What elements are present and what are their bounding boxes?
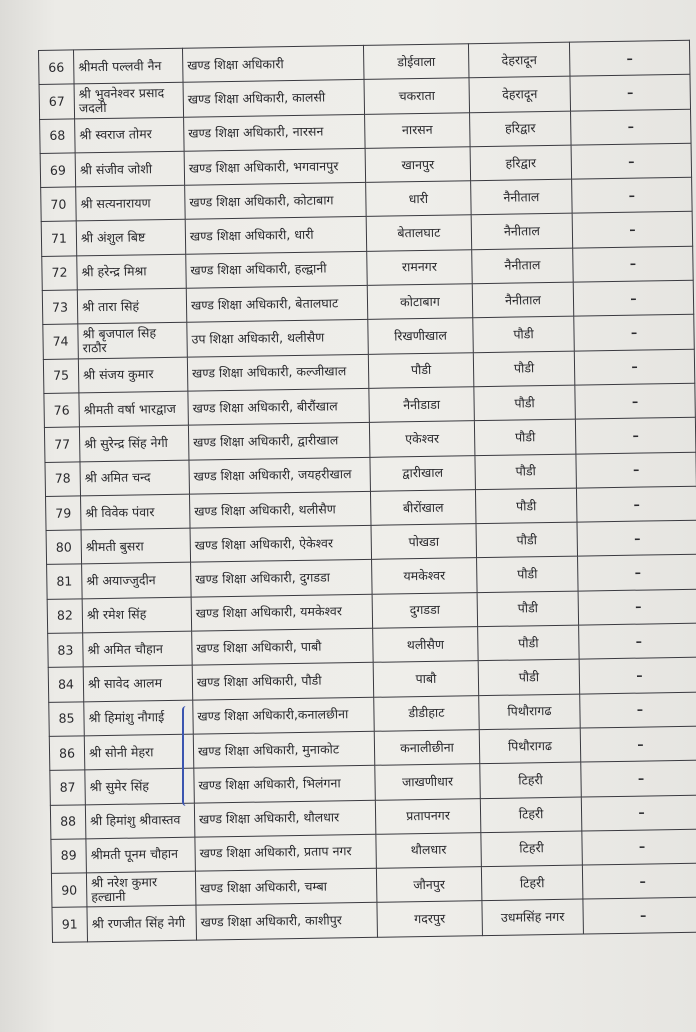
current-post-cell: खण्ड शिक्षा अधिकारी, कालसी xyxy=(183,80,365,117)
officer-name-cell: श्री रमेश सिंह xyxy=(82,597,192,633)
current-post-cell: खण्ड शिक्षा अधिकारी, नारसन xyxy=(184,114,366,151)
new-posting-cell: चकराता xyxy=(364,78,470,114)
new-posting-cell: गदरपुर xyxy=(377,901,483,937)
serial-number-cell: 91 xyxy=(52,907,88,942)
serial-number-cell: 90 xyxy=(51,873,87,908)
new-posting-cell: डोईवाला xyxy=(363,44,469,80)
remark-cell: – xyxy=(577,520,696,556)
remark-cell: – xyxy=(582,863,696,899)
current-post-cell: खण्ड शिक्षा अधिकारी, थलीसैण xyxy=(189,491,371,528)
remark-cell: – xyxy=(579,623,696,659)
remark-cell: – xyxy=(574,315,695,351)
current-post-cell: उप शिक्षा अधिकारी, थलीसैण xyxy=(187,320,369,357)
district-cell: पौडी xyxy=(478,659,580,695)
officer-name-cell: श्री संजीव जोशी xyxy=(75,151,185,187)
remark-cell: – xyxy=(571,143,692,179)
remark-cell: – xyxy=(571,109,692,145)
serial-number-cell: 75 xyxy=(43,359,79,394)
remark-cell: – xyxy=(575,383,696,419)
new-posting-cell: पौडी xyxy=(368,352,474,388)
new-posting-cell: डीडीहाट xyxy=(374,695,480,731)
remark-cell: – xyxy=(573,280,694,316)
district-cell: पौडी xyxy=(473,316,575,352)
serial-number-cell: 68 xyxy=(40,119,76,154)
serial-number-cell: 83 xyxy=(48,633,84,668)
remark-cell: – xyxy=(576,452,696,488)
new-posting-cell: खानपुर xyxy=(365,147,471,183)
serial-number-cell: 76 xyxy=(44,393,80,428)
officer-name-cell: श्री सुरेन्द्र सिंह नेगी xyxy=(79,425,189,461)
district-cell: पौडी xyxy=(474,419,576,455)
remark-cell: – xyxy=(574,349,695,385)
district-cell: पौडी xyxy=(476,522,578,558)
current-post-cell: खण्ड शिक्षा अधिकारी, द्वारीखाल xyxy=(188,423,370,460)
district-cell: नैनीताल xyxy=(471,179,573,215)
current-post-cell: खण्ड शिक्षा अधिकारी, बीरौंखाल xyxy=(188,388,370,425)
new-posting-cell: पोखडा xyxy=(371,524,477,560)
serial-number-cell: 85 xyxy=(49,702,85,737)
serial-number-cell: 70 xyxy=(41,187,77,222)
serial-number-cell: 79 xyxy=(46,496,82,531)
district-cell: हरिद्वार xyxy=(470,111,572,147)
officer-name-cell: श्री भुवनेश्वर प्रसाद जदली xyxy=(74,83,184,119)
current-post-cell: खण्ड शिक्षा अधिकारी, पाबौ xyxy=(192,628,374,665)
transfer-table xyxy=(38,40,696,943)
district-cell: नैनीताल xyxy=(472,248,574,284)
district-cell: पिथौरागढ xyxy=(479,694,581,730)
officer-name-cell: श्री हरेन्द्र मिश्रा xyxy=(77,254,187,290)
new-posting-cell: प्रतापनगर xyxy=(375,798,481,834)
new-posting-cell: नैनीडाडा xyxy=(369,387,475,423)
district-cell: देहरादून xyxy=(468,42,570,78)
new-posting-cell: रामनगर xyxy=(367,249,473,285)
district-cell: पौडी xyxy=(473,351,575,387)
new-posting-cell: जौनपुर xyxy=(376,867,482,903)
current-post-cell: खण्ड शिक्षा अधिकारी, काशीपुर xyxy=(196,903,378,940)
new-posting-cell: पाबौ xyxy=(373,661,479,697)
serial-number-cell: 71 xyxy=(41,221,77,256)
current-post-cell: खण्ड शिक्षा अधिकारी, प्रताप नगर xyxy=(195,834,377,871)
officer-name-cell: श्री सुमेर सिंह xyxy=(85,768,195,804)
new-posting-cell: जाखणीधार xyxy=(375,764,481,800)
officer-name-cell: श्री नरेश कुमार हल्द्यानी xyxy=(86,871,196,907)
current-post-cell: खण्ड शिक्षा अधिकारी, थौलधार xyxy=(194,800,376,837)
serial-number-cell: 81 xyxy=(47,564,83,599)
serial-number-cell: 69 xyxy=(40,153,76,188)
district-cell: हरिद्वार xyxy=(470,145,572,181)
new-posting-cell: थौलधार xyxy=(376,832,482,868)
current-post-cell: खण्ड शिक्षा अधिकारी, भिलंगना xyxy=(194,766,376,803)
remark-cell: – xyxy=(581,795,696,831)
remark-cell: – xyxy=(578,589,696,625)
remark-cell: – xyxy=(572,177,693,213)
new-posting-cell: एकेश्वर xyxy=(369,421,475,457)
remark-cell: – xyxy=(580,692,696,728)
new-posting-cell: रिखणीखाल xyxy=(368,318,474,354)
officer-name-cell: श्री अमित चन्द xyxy=(80,460,190,496)
current-post-cell: खण्ड शिक्षा अधिकारी, यमकेश्वर xyxy=(191,594,373,631)
new-posting-cell: धारी xyxy=(366,181,472,217)
officer-name-cell: श्री संजय कुमार xyxy=(78,357,188,393)
district-cell: पौडी xyxy=(474,385,576,421)
current-post-cell: खण्ड शिक्षा अधिकारी, बेतालघाट xyxy=(186,285,368,322)
officer-name-cell: श्री सोनी मेहरा xyxy=(84,734,194,770)
transfer-table-wrap xyxy=(38,40,696,943)
remark-cell: – xyxy=(572,212,693,248)
transfer-table-body xyxy=(39,40,696,942)
serial-number-cell: 78 xyxy=(45,461,81,496)
serial-number-cell: 88 xyxy=(50,804,86,839)
serial-number-cell: 82 xyxy=(47,599,83,634)
current-post-cell: खण्ड शिक्षा अधिकारी, ऐकेश्वर xyxy=(190,525,372,562)
current-post-cell: खण्ड शिक्षा अधिकारी, जयहरीखाल xyxy=(189,457,371,494)
district-cell: पौडी xyxy=(475,454,577,490)
district-cell: टिहरी xyxy=(480,762,582,798)
new-posting-cell: नारसन xyxy=(365,112,471,148)
new-posting-cell: यमकेश्वर xyxy=(372,558,478,594)
serial-number-cell: 89 xyxy=(51,839,87,874)
remark-cell: – xyxy=(579,658,696,694)
district-cell: नैनीताल xyxy=(472,282,574,318)
officer-name-cell: श्री हिमांशु नौगाई xyxy=(84,700,194,736)
new-posting-cell: थलीसैण xyxy=(373,627,479,663)
officer-name-cell: श्री स्वराज तोमर xyxy=(75,117,185,153)
new-posting-cell: दुगडडा xyxy=(372,592,478,628)
officer-name-cell: श्री बृजपाल सिह राठौर xyxy=(78,323,188,359)
district-cell: देहरादून xyxy=(469,76,571,112)
new-posting-cell: बेतालघाट xyxy=(366,215,472,251)
remark-cell: – xyxy=(570,75,691,111)
current-post-cell: खण्ड शिक्षा अधिकारी,कनालछीना xyxy=(193,697,375,734)
officer-name-cell: श्री हिमांशु श्रीवास्तव xyxy=(85,803,195,839)
remark-cell: – xyxy=(575,417,696,453)
remark-cell: – xyxy=(578,555,696,591)
current-post-cell: खण्ड शिक्षा अधिकारी xyxy=(182,45,364,82)
district-cell: उधमसिंह नगर xyxy=(482,899,584,935)
new-posting-cell: कोटाबाग xyxy=(367,284,473,320)
serial-number-cell: 73 xyxy=(42,290,78,325)
officer-name-cell: श्री अयाज्जुदीन xyxy=(82,563,192,599)
new-posting-cell: बीरोंखाल xyxy=(370,490,476,526)
district-cell: पौडी xyxy=(478,625,580,661)
serial-number-cell: 77 xyxy=(44,427,80,462)
new-posting-cell: कनालीछीना xyxy=(374,730,480,766)
handwritten-bracket-mark xyxy=(182,706,190,806)
district-cell: टिहरी xyxy=(480,797,582,833)
officer-name-cell: श्री सावेद आलम xyxy=(83,665,193,701)
serial-number-cell: 87 xyxy=(50,770,86,805)
officer-name-cell: श्री अंशुल बिष्ट xyxy=(76,220,186,256)
serial-number-cell: 66 xyxy=(39,50,75,85)
current-post-cell: खण्ड शिक्षा अधिकारी, दुगडडा xyxy=(191,560,373,597)
current-post-cell: खण्ड शिक्षा अधिकारी, धारी xyxy=(185,217,367,254)
remark-cell: – xyxy=(569,40,690,76)
district-cell: पौडी xyxy=(477,591,579,627)
remark-cell: – xyxy=(580,726,696,762)
district-cell: पौडी xyxy=(475,488,577,524)
officer-name-cell: श्री सत्यनारायण xyxy=(76,185,186,221)
remark-cell: – xyxy=(576,486,696,522)
current-post-cell: खण्ड शिक्षा अधिकारी, पौडी xyxy=(192,663,374,700)
current-post-cell: खण्ड शिक्षा अधिकारी, कोटाबाग xyxy=(185,183,367,220)
current-post-cell: खण्ड शिक्षा अधिकारी, मुनाकोट xyxy=(193,731,375,768)
officer-name-cell: श्री रणजीत सिंह नेगी xyxy=(87,906,197,942)
current-post-cell: खण्ड शिक्षा अधिकारी, कल्जीखाल xyxy=(187,354,369,391)
district-cell: पौडी xyxy=(477,557,579,593)
remark-cell: – xyxy=(573,246,694,282)
officer-name-cell: श्री तारा सिहं xyxy=(77,288,187,324)
current-post-cell: खण्ड शिक्षा अधिकारी, चम्बा xyxy=(195,868,377,905)
remark-cell: – xyxy=(582,829,696,865)
district-cell: टिहरी xyxy=(481,831,583,867)
remark-cell: – xyxy=(581,760,696,796)
officer-name-cell: श्रीमती वर्षा भारद्वाज xyxy=(79,391,189,427)
district-cell: टिहरी xyxy=(481,865,583,901)
serial-number-cell: 74 xyxy=(43,324,79,359)
district-cell: नैनीताल xyxy=(471,214,573,250)
district-cell: पिथौरागढ xyxy=(479,728,581,764)
current-post-cell: खण्ड शिक्षा अधिकारी, हल्द्वानी xyxy=(186,251,368,288)
serial-number-cell: 80 xyxy=(46,530,82,565)
new-posting-cell: द्वारीखाल xyxy=(370,455,476,491)
current-post-cell: खण्ड शिक्षा अधिकारी, भगवानपुर xyxy=(184,148,366,185)
remark-cell: – xyxy=(583,898,696,934)
officer-name-cell: श्रीमती बुसरा xyxy=(81,528,191,564)
officer-name-cell: श्री अमित चौहान xyxy=(83,631,193,667)
serial-number-cell: 72 xyxy=(42,256,78,291)
serial-number-cell: 84 xyxy=(48,667,84,702)
serial-number-cell: 86 xyxy=(49,736,85,771)
officer-name-cell: श्रीमती पूनम चौहान xyxy=(86,837,196,873)
serial-number-cell: 67 xyxy=(39,84,75,119)
officer-name-cell: श्रीमती पल्लवी नैन xyxy=(74,48,184,84)
officer-name-cell: श्री विवेक पंवार xyxy=(81,494,191,530)
